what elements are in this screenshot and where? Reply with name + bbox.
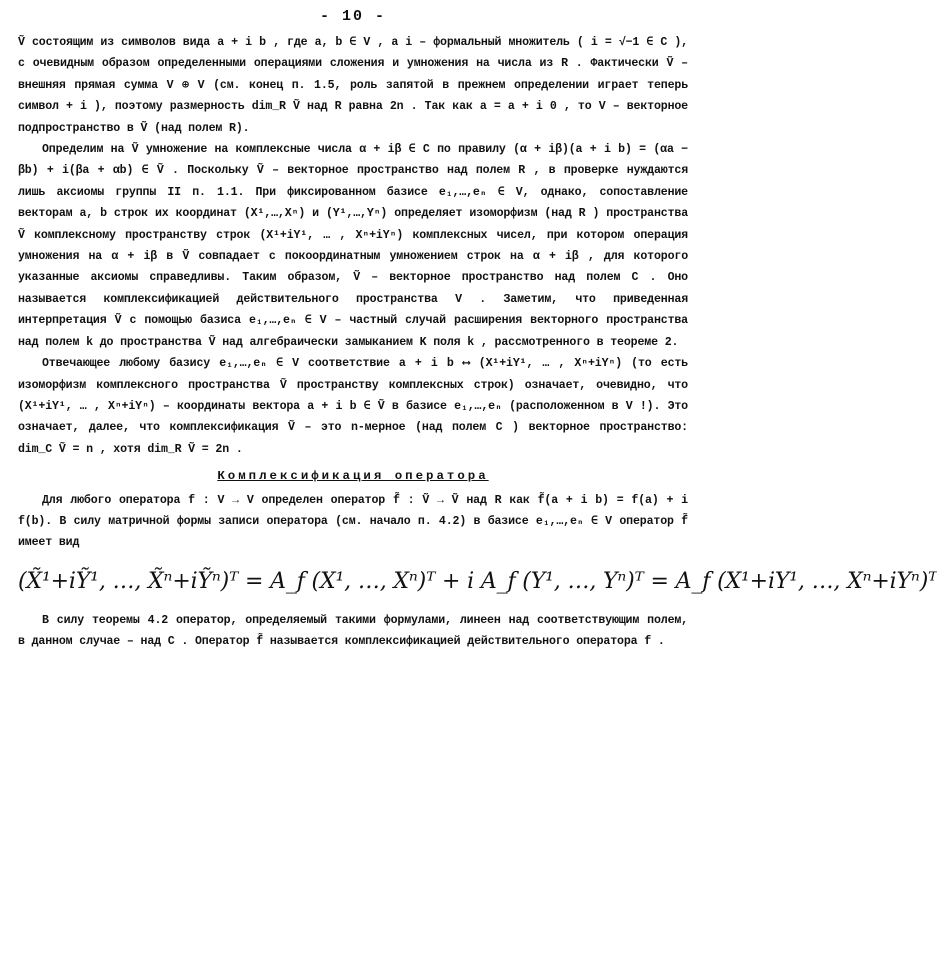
paragraph-2: Определим на Ṽ умножение на комплексные числа α + iβ ∈ C по правилу (α + iβ)(a + i b) = (αa − βb) + i(βa + αb) ∈ Ṽ . Поскольку Ṽ – векторное пространство над полем R , в проверке нуждаются лишь аксиомы группы II п. 1.1. При фиксированном базисе e₁,…,eₙ ∈ V, однако, сопоставление векторам a, b строк их координат (X¹,…,Xⁿ) и (Y¹,…,Yⁿ) определяет изоморфизм (над R ) пространства Ṽ комплексному пространству строк (X¹+iY¹, … , Xⁿ+iYⁿ) комплексных чисел, при котором операция умножения на α + iβ в Ṽ совпадает с покоординатным умножением строк на α + iβ , для которого указанные аксиомы справедливы. Таким образом, Ṽ – векторное пространство над полем C . Оно называется комплексификацией действительного пространства V . Заметим, что приведенная интерпретация Ṽ с помощью базиса e₁,…,eₙ ∈ V – частный случай расширения векторного пространства над полем k до пространства Ṽ над алгебраически замыканием K поля k , рассмотренного в теореме 2. [18,143,688,349]
page-text [18,32,937,653]
paragraph-5: В силу теоремы 4.2 оператор, определяемый такими формулами, линеен над соответствующим полем, в данном случае – над C . Оператор f̃ называется комплексификацией действительного оператора f . [18,613,688,649]
section-heading: Комплексификация оператора [217,469,489,484]
page-number: - 10 - [319,8,386,25]
matrix-formula: (X̃¹+iỸ¹, …, X̃ⁿ+iỸⁿ)ᵀ = A_f (X¹, …, Xⁿ)ᵀ + i A_f (Y¹, …, Yⁿ)ᵀ = A_f (X¹+iY¹, …, Xⁿ+iYⁿ)ᵀ [18,568,937,594]
paragraph-3: Отвечающее любому базису e₁,…,eₙ ∈ V соответствие a + i b ⟷ (X¹+iY¹, … , Xⁿ+iYⁿ) (то есть изоморфизм комплексного пространства Ṽ пространству комплексных строк) означает, очевидно, что (X¹+iY¹, … , Xⁿ+iYⁿ) – координаты вектора a + i b ∈ Ṽ в базисе e₁,…,eₙ (расположенном в V !). Это означает, далее, что комплексификация Ṽ – это n-мерное (над полем C ) векторное пространство: dim_C Ṽ = n , хотя dim_R Ṽ = 2n . [18,357,688,456]
paragraph-1: Ṽ состоящим из символов вида a + i b , где a, b ∈ V , а i – формальный множитель ( i = √−1 ∈ C ), с очевидным образом определенными операциями сложения и умножения на числа из R . Фактически Ṽ – внешняя прямая сумма V ⊕ V (см. конец п. 1.5, роль запятой в прежнем определении играет теперь символ + i ), поэтому размерность dim_R Ṽ над R равна 2n . Так как a = a + i 0 , то V – векторное подпространство в Ṽ (над полем R). [18,36,688,135]
paragraph-4: Для любого оператора f : V → V определен оператор f̃ : Ṽ → Ṽ над R как f̃(a + i b) = f(a) + i f(b). В силу матричной формы записи оператора (см. начало п. 4.2) в базисе e₁,…,eₙ ∈ V оператор f̃ имеет вид [18,493,688,550]
